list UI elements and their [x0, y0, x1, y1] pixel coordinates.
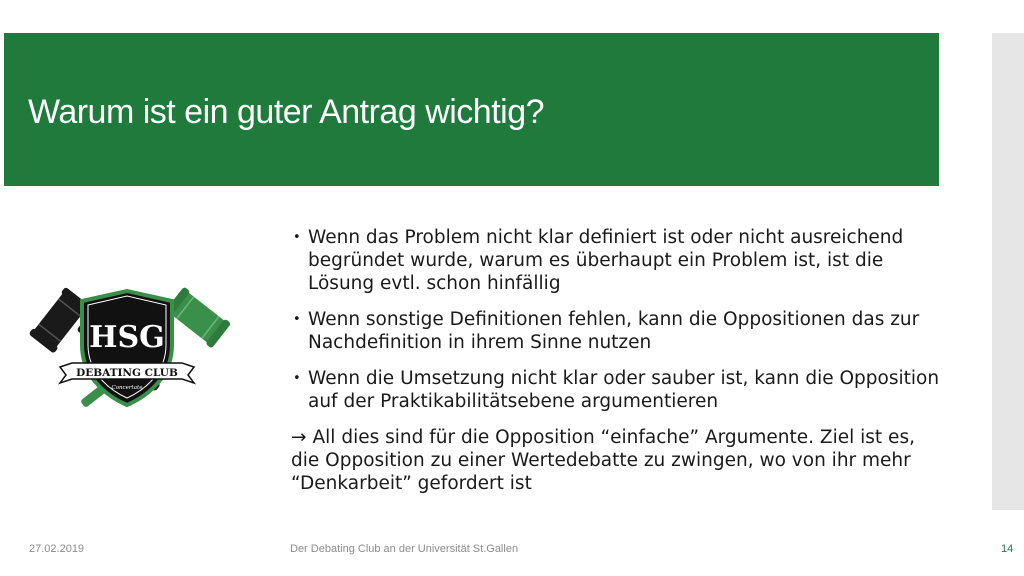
title-bar: [4, 33, 939, 186]
hsg-debating-club-logo: [20, 283, 235, 413]
arrow-right-icon: →: [291, 427, 307, 448]
bullet-dot: •: [293, 312, 301, 327]
bullet-text: Wenn das Problem nicht klar definiert ist oder nicht ausreichend begründet wurde, warum es überhaupt ein Problem ist, ist die Lösung evtl. schon hinfällig: [308, 227, 904, 294]
logo-hsg-text: HSG: [89, 320, 165, 355]
bullet-item: [291, 226, 941, 295]
bullet-text: Wenn die Umsetzung nicht klar oder sauber ist, kann die Opposition auf der Praktikabilitätsebene argumentieren: [308, 368, 940, 412]
bullet-text: Wenn sonstige Definitionen fehlen, kann die Oppositionen das zur Nachdefinition in ihrem Sinne nutzen: [308, 309, 920, 353]
bullet-dot: •: [293, 371, 301, 386]
page-number: 14: [1001, 543, 1014, 555]
slide-title: Warum ist ein guter Antrag wichtig?: [28, 93, 545, 131]
bullet-dot: •: [293, 230, 301, 245]
slide-content: [291, 226, 941, 495]
conclusion-paragraph: [291, 426, 941, 495]
bullet-item: [291, 308, 941, 354]
bullet-item: [291, 367, 941, 413]
footer-title: Der Debating Club an der Universität St.Gallen: [290, 543, 519, 555]
logo-motto-text: Concertate: [111, 385, 143, 391]
conclusion-text: All dies sind für die Opposition “einfache” Argumente. Ziel ist es, die Opposition zu einer Wertedebatte zu zwingen, wo von ihr mehr “Denkarbeit” gefordert ist: [291, 427, 915, 494]
side-scroll-strip: [992, 33, 1024, 510]
footer-date: 27.02.2019: [29, 543, 85, 555]
logo-banner-text: DEBATING CLUB: [76, 367, 178, 379]
